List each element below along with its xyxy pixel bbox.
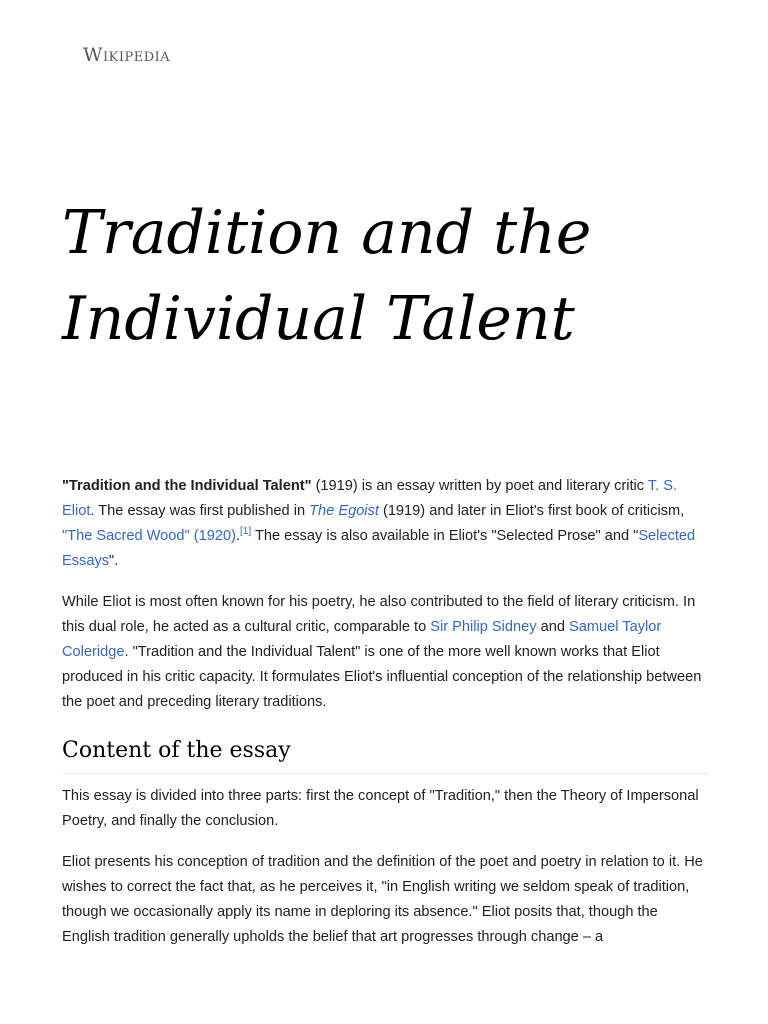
intro-text-2: . The essay was first published in xyxy=(90,503,310,519)
structure-paragraph: This essay is divided into three parts: first the concept of "Tradition," then the Theory of Impersonal Poetry, and finally the conclusion. xyxy=(62,788,699,829)
intro-paragraph xyxy=(62,474,708,574)
reference-1[interactable]: [1] xyxy=(240,526,252,537)
tradition-paragraph: Eliot presents his conception of tradition and the definition of the poet and poetry in relation to it. He wishes to correct the fact that, as he perceives it, "in English writing we seldom speak of tradition, though we occasionally apply its name in deploring its absence." Eliot posits that, though the English tradition generally upholds the belief that art progresses through change – a xyxy=(62,854,703,945)
article-body xyxy=(62,474,708,966)
intro-text-6: ". xyxy=(109,553,119,569)
para2-text-1: While Eliot is most often known for his poetry, he also contributed to the field of literary criticism. In this dual role, he acted as a cultural critic, comparable to xyxy=(62,594,696,635)
intro-bold-title: "Tradition and the Individual Talent" xyxy=(62,478,312,494)
criticism-paragraph xyxy=(62,590,708,715)
para2-text-2: and xyxy=(536,619,570,635)
link-the-sacred-wood[interactable]: "The Sacred Wood" (1920) xyxy=(62,528,236,544)
intro-text-5: The essay is also available in Eliot's "Selected Prose" and " xyxy=(251,528,639,544)
wikipedia-wordmark[interactable]: Wikipedia xyxy=(83,44,171,66)
link-sir-philip-sidney[interactable]: Sir Philip Sidney xyxy=(430,619,537,635)
link-selected-essays[interactable]: Selected Essays xyxy=(62,528,696,569)
link-the-egoist[interactable]: The Egoist xyxy=(309,503,379,519)
page-title: Tradition and the Individual Talent xyxy=(62,198,592,354)
section-heading-content[interactable]: Content of the essay xyxy=(62,735,708,774)
para2-text-3: . "Tradition and the Individual Talent" is one of the more well known works that Eliot produced in his critic capacity. It formulates Eliot's influential conception of the relationship between the poet and preceding literary traditions. xyxy=(62,644,702,710)
link-samuel-taylor-coleridge[interactable]: Samuel Taylor Coleridge xyxy=(62,619,662,660)
intro-text-1: (1919) is an essay written by poet and literary critic xyxy=(311,478,648,494)
intro-text-4: . xyxy=(235,528,241,544)
intro-text-3: (1919) and later in Eliot's first book of criticism, xyxy=(378,503,685,519)
link-ts-eliot[interactable]: T. S. Eliot xyxy=(62,478,678,519)
